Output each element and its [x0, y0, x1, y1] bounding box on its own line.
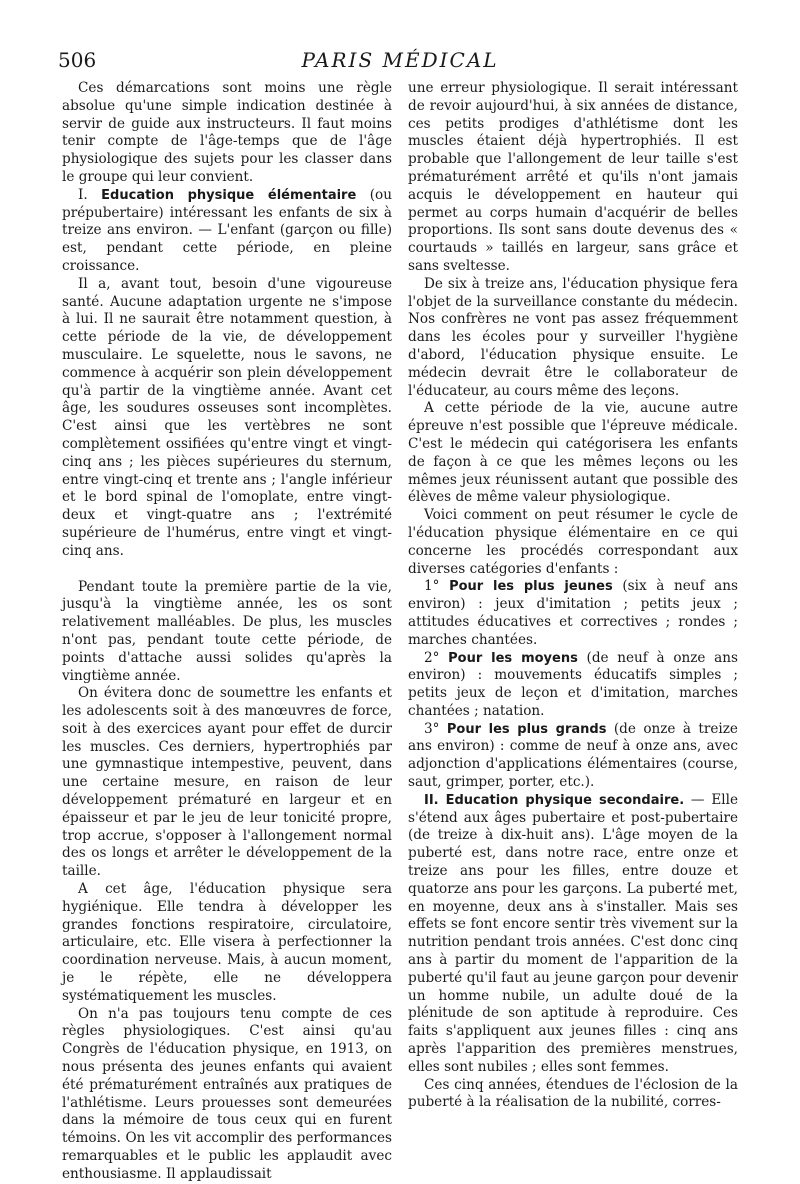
- list-number-3: 3°: [424, 720, 447, 737]
- list-number-1: 1°: [424, 578, 450, 595]
- left-paragraph-1: Ces démarcations sont moins une règle absolue qu'une simple indication destinée à servir de guide aux instructeurs. Il faut moins tenir compte de l'âge-temps que de l'âge physiologique des sujets pour les classer dans le groupe qui leur convient.: [62, 80, 392, 185]
- left-paragraph-3: Il a, avant tout, besoin d'une vigoureuse santé. Aucune adaptation urgente ne s'impose à lui. Il ne saurait être notamment question, à cette période de la vie, de développement musculaire. Le squelette, nous le savons, ne commence à acquérir son plein développement qu'à partir de la vingtième année. Avant cet âge, les soudures osseuses sont incomplètes. C'est ainsi que les vertèbres ne sont complètement ossifiées qu'entre vingt et vingt-cinq ans ; les pièces supérieures du sternum, entre vingt-cinq et trente ans ; l'angle inférieur et le bord spinal de l'omoplate, entre vingt-deux et vingt-quatre ans ; l'extrémité supérieure de l'humérus, entre vingt et vingt-cinq ans.: [62, 275, 392, 559]
- list-text-1: (six à neuf ans environ) : jeux d'imitation ; petits jeux ; attitudes éducatives et correctives ; rondes ; marches chantées.: [408, 578, 738, 648]
- right-paragraph-1: une erreur physiologique. Il serait intéressant de revoir aujourd'hui, à six années de distance, ces petits prodiges d'athlétisme dont les muscles étaient déjà hypertrophiés. Il est probable que l'allongement de leur taille s'est prématurément arrêté et qu'ils n'ont jamais acquis le développement en hauteur qui permet au corps humain d'acquérir de belles proportions. Ils sont sans doute devenus des « courtauds » taillés en largeur, sans grâce et sans sveltesse.: [408, 80, 738, 274]
- right-paragraph-2: De six à treize ans, l'éducation physique fera l'objet de la surveillance constante du médecin. Nos confrères ne vont pas assez fréquemment dans les écoles pour y surveiller l'hygiène d'abord, l'éducation physique ensuite. Le médecin devrait être le collaborateur de l'éducateur, au cours même des leçons.: [408, 275, 738, 399]
- running-title: PARIS MÉDICAL: [301, 48, 499, 72]
- right-paragraph-7: [408, 721, 738, 792]
- left-paragraph-5: On évitera donc de soumettre les enfants et les adolescents soit à des manœuvres de force, soit à des exercices ayant pour effet de durcir les muscles. Ces derniers, hypertrophiés par une gymnastique intempestive, peuvent, dans une certaine mesure, en raison de leur développement prématuré en largeur et en épaisseur et par le jeu de leur tonicité propre, trop accrue, s'opposer à l'allongement normal des os longs et arrêter le développement de la taille.: [62, 685, 392, 880]
- list-number-2: 2°: [424, 649, 449, 666]
- list-heading-youngest: Pour les plus jeunes: [449, 579, 613, 595]
- list-text-3: (de onze à treize ans environ) : comme de neuf à onze ans, avec adjonction d'applications élémentaires (course, saut, grimper, porter, etc.).: [408, 720, 738, 791]
- right-paragraph-8: [408, 792, 738, 1077]
- left-paragraph-7: On n'a pas toujours tenu compte de ces règles physiologiques. C'est ainsi qu'au Congrès de l'éducation physique, en 1913, on nous présenta des jeunes enfants qui avaient été prématurément entraînés aux pratiques de l'athlétisme. Leurs prouesses sont demeurées dans la mémoire de tous ceux qui en furent témoins. On les vit accomplir des performances remarquables et le public les applaudit avec enthousiasme. Il applaudissait: [62, 1005, 392, 1182]
- right-paragraph-6: [408, 650, 738, 721]
- right-column: [408, 80, 738, 1112]
- section-number: I.: [78, 186, 102, 203]
- list-heading-oldest: Pour les plus grands: [446, 721, 607, 737]
- section-intro: (ou prépubertaire) intéressant les enfants de six à treize ans environ. — L'enfant (garçon ou fille) est, pendant cette période, en pleine croissance.: [62, 186, 392, 274]
- page-number: 506: [58, 48, 97, 72]
- right-paragraph-5: [408, 578, 738, 649]
- left-column: [62, 80, 392, 1184]
- right-paragraph-9: Ces cinq années, étendues de l'éclosion de la puberté à la réalisation de la nubilité, corres-: [408, 1076, 738, 1111]
- section-heading-secondary: II. Education physique secondaire.: [424, 792, 685, 808]
- left-paragraph-2: [62, 187, 392, 276]
- right-paragraph-3: A cette période de la vie, aucune autre épreuve n'est possible que l'épreuve médicale. C'est le médecin qui catégorisera les enfants de façon à ce que les mêmes leçons ou les mêmes jeux réunissent autant que possible des élèves de même valeur physiologique.: [408, 400, 738, 506]
- section-heading-elementary: Education physique élémentaire: [101, 187, 357, 203]
- left-paragraph-6: A cet âge, l'éducation physique sera hygiénique. Elle tendra à développer les grandes fonctions respiratoire, circulatoire, articulaire, etc. Elle visera à perfectionner la coordination nerveuse. Mais, à aucun moment, je le répète, elle ne développera systématiquement les muscles.: [62, 881, 392, 1004]
- right-paragraph-4: Voici comment on peut résumer le cycle de l'éducation physique élémentaire en ce qui concerne les procédés correspondant aux diverses catégories d'enfants :: [408, 507, 738, 577]
- list-heading-middle: Pour les moyens: [448, 650, 578, 666]
- section-text-secondary: — Elle s'étend aux âges pubertaire et post-pubertaire (de treize à dix-huit ans). L'âge moyen de la puberté est, dans notre race, entre onze et treize ans pour les filles, entre douze et quatorze ans pour les garçons. La puberté met, en moyenne, deux ans à s'installer. Mais ses effets se font encore sentir très vivement sur la nutrition pendant trois années. C'est donc cinq ans à partir du moment de l'apparition de la puberté qu'il faut au jeune garçon pour devenir un homme nubile, un adulte doué de la plénitude de son aptitude à reproduire. Ces faits s'appliquent aux jeunes filles : cinq ans après l'apparition des premières menstrues, elles sont nubiles ; elles sont femmes.: [408, 791, 738, 1075]
- list-text-2: (de neuf à onze ans environ) : mouvements éducatifs simples ; petits jeux de leçon et d'imitation, marches chantées ; natation.: [408, 649, 738, 719]
- left-paragraph-4: Pendant toute la première partie de la vie, jusqu'à la vingtième année, les os sont relativement malléables. De plus, les muscles n'ont pas, pendant toute cette période, de points d'attache aussi solides qu'après la vingtième année.: [62, 578, 392, 684]
